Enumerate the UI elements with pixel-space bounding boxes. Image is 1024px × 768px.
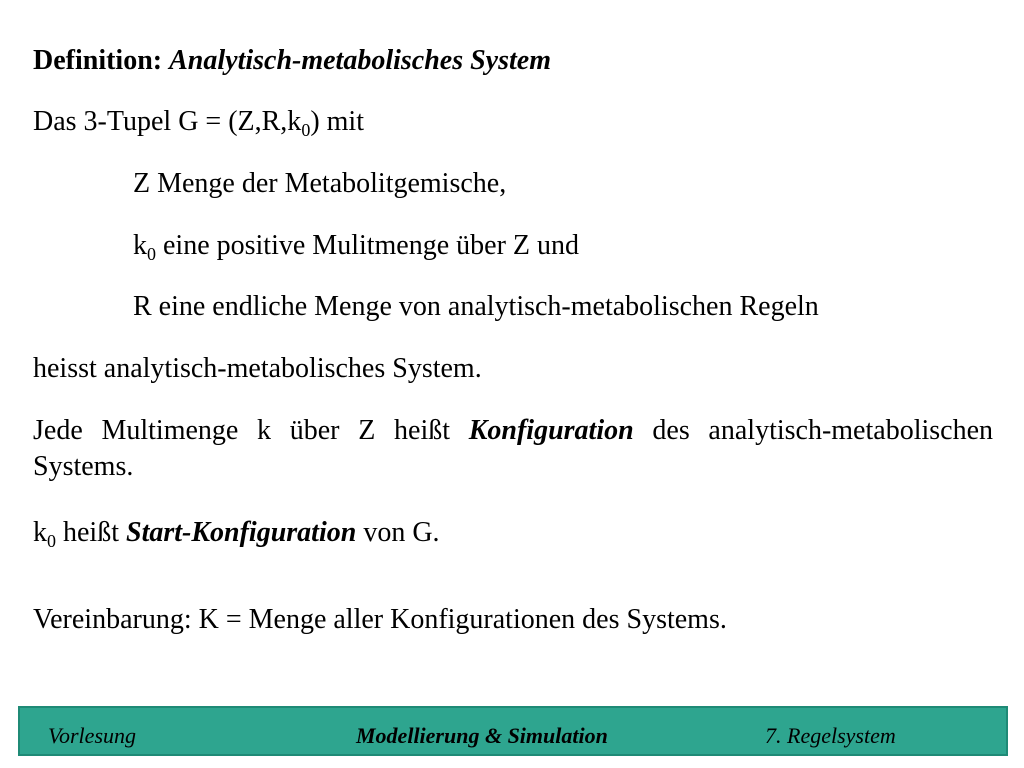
tuple-subscript: 0 [301,120,311,140]
footer-bar [18,706,1008,756]
tuple-text: Das 3-Tupel G = (Z,R,k [33,106,302,137]
item-z-text: Z Menge der Metabolitgemische, [133,168,507,199]
vereinbarung-line [33,603,727,637]
item-r-text: R eine endliche Menge von analytisch-metabolischen Regeln [133,291,819,322]
multimenge-after: des analytisch-metabolischen Systems. [33,415,993,482]
item-k0-text: eine positive Mulitmenge über Z und [156,230,580,261]
definition-title: Analytisch-metabolisches System [169,45,551,76]
vereinbarung-text: Vereinbarung: K = Menge aller Konfigurationen des Systems. [33,604,727,635]
start-konfiguration-term: Start-Konfiguration [126,517,357,548]
item-k0-subscript: 0 [147,244,156,264]
footer-course-title: Modellierung & Simulation [356,723,608,748]
conclusion-text: heisst analytisch-metabolisches System. [33,353,482,384]
item-r [133,290,819,324]
multimenge-paragraph [33,413,993,485]
start-configuration-line [33,516,440,550]
footer-chapter-label: 7. Regelsystem [765,723,896,748]
start-after: von G. [356,517,440,548]
item-k0 [133,229,579,263]
tuple-after: ) mit [310,106,364,137]
multimenge-before: Jede Multimenge k über Z heißt [33,415,469,446]
start-middle: heißt [56,517,126,548]
konfiguration-term: Konfiguration [468,415,634,446]
item-z [133,167,506,201]
footer-left-label: Vorlesung [48,723,136,748]
tuple-line [33,105,364,139]
definition-label: Definition: [33,45,163,76]
item-k0-prefix: k [133,230,147,261]
conclusion-line [33,352,482,386]
start-prefix: k [33,517,47,548]
definition-heading [33,44,551,78]
start-subscript: 0 [47,531,56,551]
